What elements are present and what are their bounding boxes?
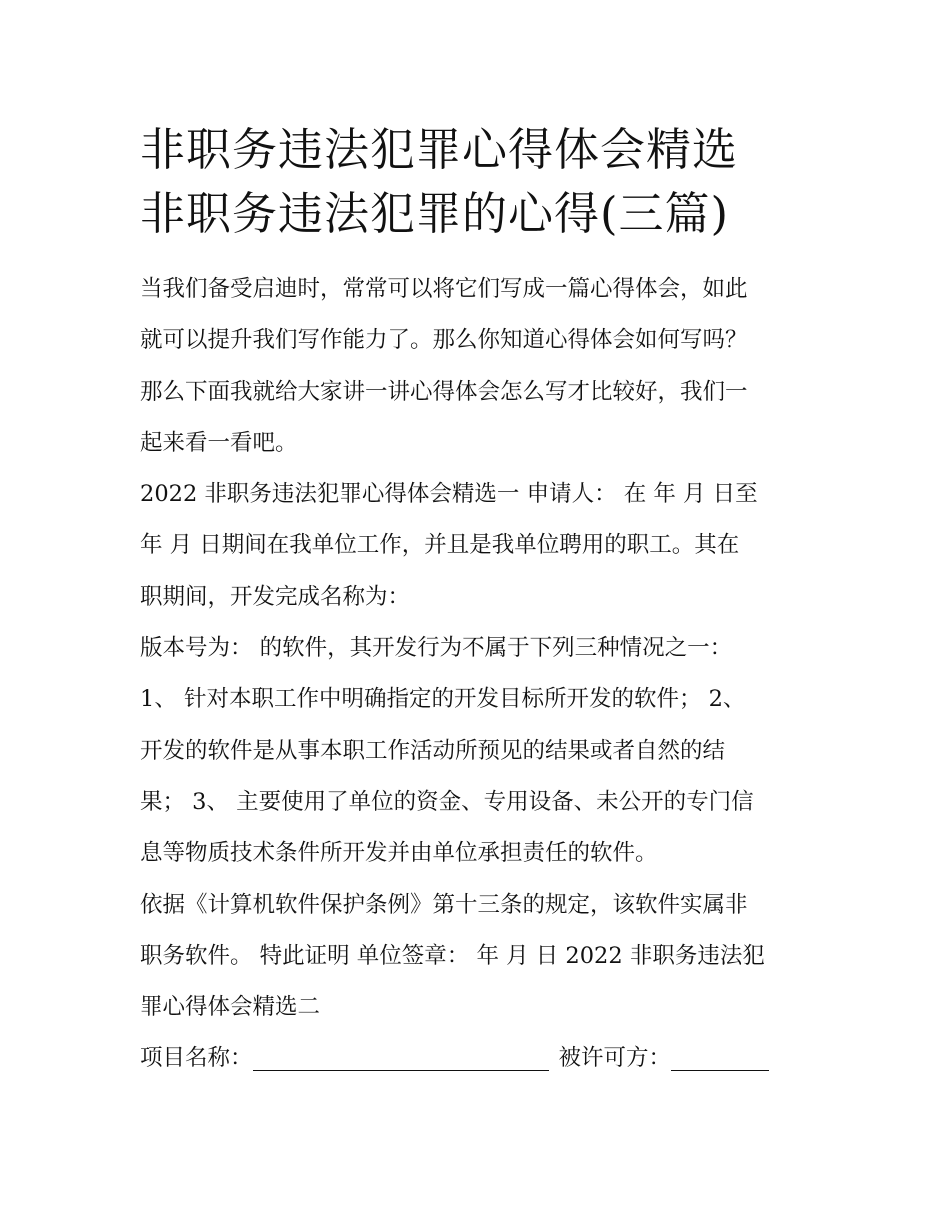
text-line: 年 月 日期间在我单位工作，并且是我单位聘用的职工。其在 (140, 532, 740, 559)
text-line: 罪心得体会精选二 (140, 994, 321, 1021)
text-line: 当我们备受启迪时，常常可以将它们写成一篇心得体会，如此 (140, 276, 748, 302)
text-line: 开发的软件是从事本职工作活动所预见的结果或者自然的结 (140, 737, 726, 764)
paragraph-version (140, 623, 820, 674)
paragraph-intro (140, 264, 820, 469)
document-page (140, 118, 820, 1085)
title-line-2: 非职务违法犯罪的心得(三篇) (140, 187, 730, 240)
paragraph-regulation (140, 880, 820, 1034)
paragraph-applicant (140, 469, 820, 623)
text-line: 1、 针对本职工作中明确指定的开发目标所开发的软件； 2、 (140, 686, 746, 713)
text-line: 2022 非职务违法犯罪心得体会精选一 申请人： 在 年 月 日至 (140, 481, 758, 508)
text-line: 依据《计算机软件保护条例》第十三条的规定，该软件实属非 (140, 891, 748, 918)
text-line: 起来看一看吧。 (140, 429, 298, 456)
licensee-label: 被许可方： (558, 1045, 672, 1072)
document-title (140, 118, 820, 246)
paragraph-conditions (140, 674, 820, 879)
text-line: 果； 3、 主要使用了单位的资金、专用设备、未公开的专门信 (140, 788, 754, 815)
project-name-label: 项目名称： (140, 1045, 253, 1072)
text-line: 息等物质技术条件所开发并由单位承担责任的软件。 (140, 840, 658, 867)
text-line: 版本号为： 的软件，其开发行为不属于下列三种情况之一： (140, 635, 733, 662)
text-line: 就可以提升我们写作能力了。那么你知道心得体会如何写吗？ (140, 327, 748, 354)
text-line: 职期间，开发完成名称为： (140, 583, 411, 610)
project-name-blank[interactable] (253, 1044, 549, 1071)
text-line: 职务软件。 特此证明 单位签章： 年 月 日 2022 非职务违法犯 (140, 942, 765, 969)
text-line: 那么下面我就给大家讲一讲心得体会怎么写才比较好，我们一 (140, 378, 748, 405)
document-body (140, 264, 820, 1085)
form-line (140, 1033, 820, 1084)
title-line-1: 非职务违法犯罪心得体会精选 (140, 123, 739, 176)
licensee-blank[interactable] (671, 1044, 769, 1071)
